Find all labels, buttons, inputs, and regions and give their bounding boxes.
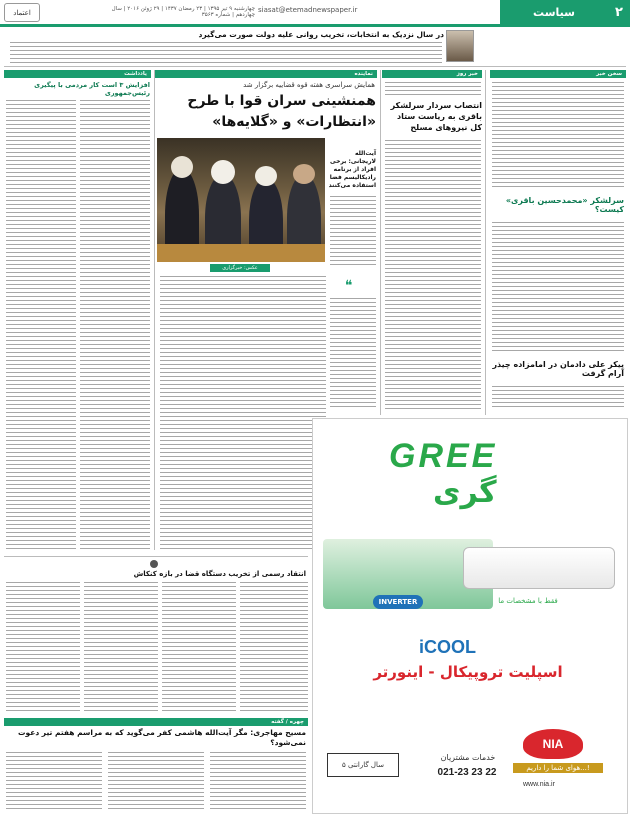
center-sidebar-quote: آیت‌الله لاریجانی: برخی افراد از برنامه رادیکالیسم فضا استفاده می‌کنند	[328, 150, 376, 189]
divider	[4, 66, 626, 67]
col2-tag: خبر روز	[382, 70, 482, 78]
bottom-tag: چهره / گفته	[4, 718, 308, 726]
nia-slogan: هوای شما را داریم...!	[513, 763, 603, 773]
column-rule	[485, 70, 486, 415]
quote-text	[330, 298, 376, 410]
left-column-text	[6, 100, 76, 550]
main-photo	[157, 138, 325, 262]
phone-number[interactable]: 021-23 23 22	[437, 767, 497, 778]
quote-icon: ❝	[345, 278, 353, 294]
col2-headline: انتصاب سردار سرلشکر باقری به ریاست ستاد کل نیروهای مسلح	[390, 101, 482, 132]
right-story3-title: پیکر علی دادمان در امامزاده چیذر آرام گرفت	[492, 360, 624, 378]
mid-text-4	[240, 582, 308, 712]
gree-advertisement[interactable]	[312, 418, 628, 814]
col2-lede	[385, 82, 481, 98]
warranty-badge: ۵ سال گارانتی	[327, 753, 399, 777]
gree-logo: GREE	[389, 437, 498, 475]
top-story-text	[10, 42, 442, 64]
center-tag: نماینده	[155, 70, 377, 78]
website-link[interactable]: www.nia.ir	[523, 781, 555, 788]
section-email[interactable]: siasat@etemadnewspaper.ir	[258, 6, 358, 14]
top-story-portrait	[446, 30, 474, 62]
divider	[4, 556, 308, 557]
newspaper-logo: اعتماد	[4, 3, 40, 22]
right-column-text-1	[492, 82, 624, 190]
column-rule	[154, 70, 155, 550]
bottom-headline: مسیح مهاجری: مگر آیت‌الله هاشمی کفر می‌گوید که به مراسم هفتم تیر دعوت نمی‌شود؟	[17, 728, 306, 747]
mid-headline: انتقاد رسمی از تخریب دستگاه قضا در بازه کنکاش	[133, 570, 306, 578]
model-name: iCOOL	[419, 637, 476, 657]
right-column-text-3	[492, 386, 624, 410]
center-headline-1: همنشینی سران قوا با طرح	[187, 93, 376, 109]
bottom-text-1	[6, 752, 102, 812]
right-column-text-2	[492, 222, 624, 354]
left-column-tag: یادداشت	[4, 70, 151, 78]
column-rule	[380, 70, 381, 415]
center-body-text	[160, 276, 326, 550]
mid-text-1	[6, 582, 80, 712]
mid-text-3	[162, 582, 236, 712]
mid-text-2	[84, 582, 158, 712]
left-column-title: افزایش ۳ است کار مردمی با پیگیری رئیس‌جمهوری	[34, 81, 150, 97]
inverter-badge: INVERTER	[373, 595, 423, 609]
exclusive-badge: فقط با مشخصات ما	[498, 597, 558, 605]
nia-logo: NIA	[523, 729, 583, 759]
right-story2-title: سرلشکر «محمدحسین باقری» کیست؟	[505, 196, 624, 214]
photo-caption: عکس: خبرگزاری	[210, 264, 270, 272]
product-name: اسپلیت تروپیکال - اینورتر	[373, 663, 563, 681]
mid-icon	[150, 560, 158, 568]
center-kicker: همایش سراسری هفته قوه قضاییه برگزار شد	[243, 81, 375, 89]
page-number: ۲	[608, 0, 630, 24]
air-conditioner-image	[463, 547, 615, 589]
left-column-text-2	[80, 100, 150, 550]
col2-text	[385, 140, 481, 412]
gree-logo-fa: گری	[433, 475, 497, 510]
service-label: خدمات مشتریان	[440, 753, 496, 762]
dateline: چهارشنبه ۹ تیر ۱۳۹۵ | ۲۳ رمضان ۱۴۳۷ | ۲۹ ژوئن ۲۰۱۶ | سال چهاردهم | شماره ۳۵۶۳	[111, 6, 255, 18]
top-story-headline: در سال نزدیک به انتخابات، تخریب روانی علیه دولت صورت می‌گیرد	[198, 30, 444, 39]
bottom-text-3	[210, 752, 306, 812]
center-sidebar-text	[330, 196, 376, 268]
section-title: سیاست	[500, 0, 608, 24]
bottom-text-2	[108, 752, 204, 812]
center-headline-2: «انتظارات» و «گلایه‌ها»	[212, 114, 376, 130]
right-column-tag: سخن خبر	[490, 70, 626, 78]
